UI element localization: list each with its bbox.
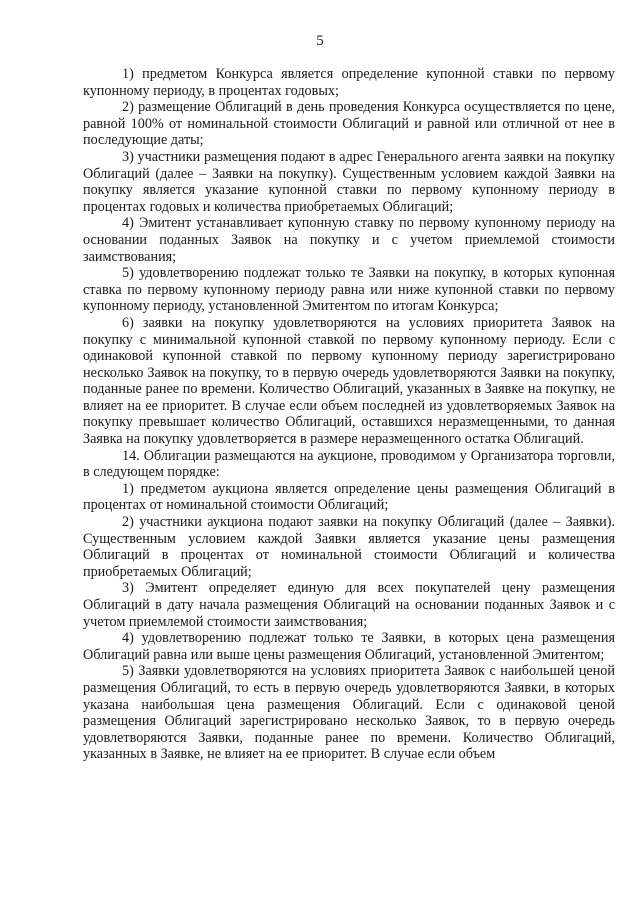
paragraph-conditions-4: 4) Эмитент устанавливает купонную ставку по первому купонному периоду на основании поданных Заявок на покупку и с учетом приемлемой стоимости заимствования; [83, 215, 615, 265]
paragraph-section-14: 14. Облигации размещаются на аукционе, проводимом у Организатора торговли, в следующем порядке: [83, 447, 615, 481]
paragraph-conditions-1: 1) предметом Конкурса является определение купонной ставки по первому купонному периоду, в процентах годовых; [83, 66, 615, 99]
document-body [83, 66, 615, 763]
page-number: 5 [316, 33, 324, 49]
paragraph-auction-3: 3) Эмитент определяет единую для всех покупателей цену размещения Облигаций в дату начала размещения Облигаций на основании поданных Заявок и с учетом приемлемой стоимости заимствования; [83, 580, 615, 630]
paragraph-auction-5: 5) Заявки удовлетворяются на условиях приоритета Заявок с наибольшей ценой размещения Облигаций, то есть в первую очередь удовлетворяются Заявки, в которых указана наибольшая цена размещения Облигаций. Если с одинаковой ценой размещения Облигаций зарегистрировано несколько Заявок, то в первую очередь удовлетворяются Заявки, поданные ранее по времени. Количество Облигаций, указанных в Заявке, не влияет на ее приоритет. В случае если объем [83, 663, 615, 763]
paragraph-auction-1: 1) предметом аукциона является определение цены размещения Облигаций в процентах от номинальной стоимости Облигаций; [83, 480, 615, 514]
paragraph-conditions-6: 6) заявки на покупку удовлетворяются на условиях приоритета Заявок на покупку с минимальной купонной ставкой по первому купонному периоду. Если с одинаковой купонной ставкой по первому купонному периоду зарегистрировано несколько Заявок на покупку, то в первую очередь удовлетворяются Заявки на покупку, поданные ранее по времени. Количество Облигаций, указанных в Заявке на покупку, не влияет на ее приоритет. В случае если объем последней из удовлетворяемых Заявок на покупку превышает количество Облигаций, оставшихся неразмещенными, то данная Заявка на покупку удовлетворяется в размере неразмещенного остатка Облигаций. [83, 314, 615, 448]
paragraph-conditions-3: 3) участники размещения подают в адрес Генерального агента заявки на покупку Облигаций (далее – Заявки на покупку). Существенным условием каждой Заявки на покупку является указание купонной ставки по первому купонному периоду в процентах годовых и количества приобретаемых Облигаций; [83, 148, 615, 215]
paragraph-conditions-2: 2) размещение Облигаций в день проведения Конкурса осуществляется по цене, равной 100% от номинальной стоимости Облигаций и равной или отличной от нее в последующие даты; [83, 99, 615, 149]
paragraph-auction-2: 2) участники аукциона подают заявки на покупку Облигаций (далее – Заявки). Существенным условием каждой Заявки является указание цены размещения Облигаций в процентах от номинальной стоимости Облигаций и количества приобретаемых Облигаций; [83, 514, 615, 580]
paragraph-auction-4: 4) удовлетворению подлежат только те Заявки, в которых цена размещения Облигаций равна или выше цены размещения Облигаций, установленной Эмитентом; [83, 630, 615, 663]
paragraph-conditions-5: 5) удовлетворению подлежат только те Заявки на покупку, в которых купонная ставка по первому купонному периоду равна или ниже купонной ставки по первому купонному периоду, установленной Эмитентом по итогам Конкурса; [83, 265, 615, 315]
